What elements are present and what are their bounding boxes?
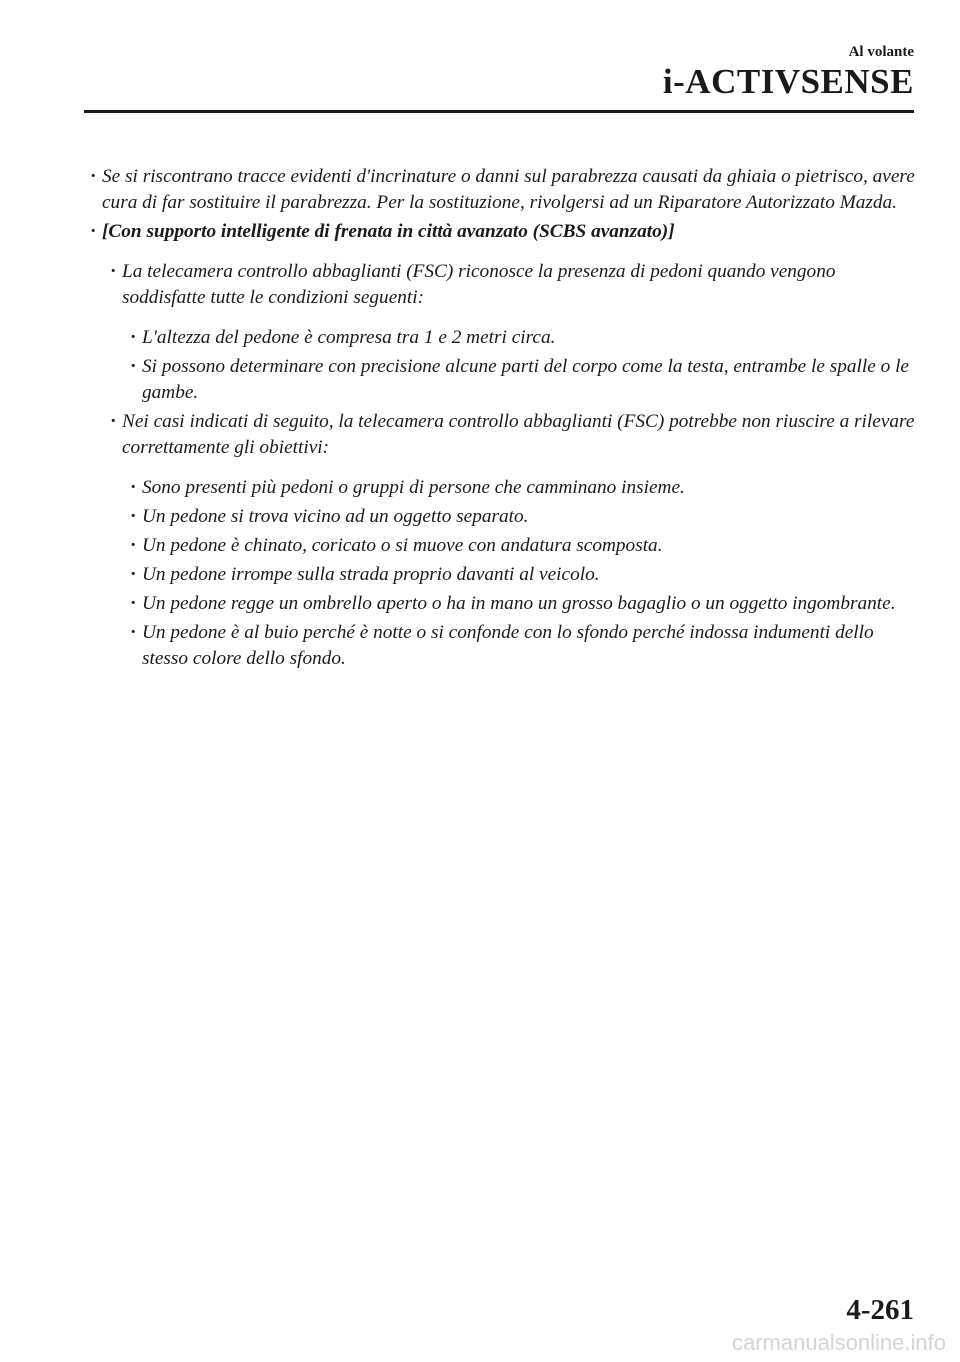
bullet-scbs-heading: · [Con supporto intelligente di frenata in città avanzato (SCBS avanzato)] [102, 219, 922, 245]
bullet-sudden-entry: · Un pedone irrompe sulla strada proprio davanti al veicolo. [142, 562, 922, 588]
bullet-fsc-recognition: · La telecamera controllo abbaglianti (FSC) riconosce la presenza di pedoni quando vengono soddisfatte tutte le condizioni seguenti: [122, 259, 922, 311]
bullet-groups: · Sono presenti più pedoni o gruppi di persone che camminano insieme. [142, 475, 922, 501]
bullet-darkness-camouflage: · Un pedone è al buio perché è notte o si confonde con lo sfondo perché indossa indumenti dello stesso colore dello sfondo. [142, 620, 922, 672]
header-divider [84, 110, 914, 113]
bullet-windshield-damage: · Se si riscontrano tracce evidenti d'incrinature o danni sul parabrezza causati da ghiaia o pietrisco, avere cura di far sostituire il parabrezza. Per la sostituzione, rivolgersi ad un Riparatore Autorizzato Mazda. [102, 164, 922, 216]
bullet-umbrella-luggage: · Un pedone regge un ombrello aperto o ha in mano un grosso bagaglio o un oggetto ingombrante. [142, 591, 922, 617]
bullet-posture: · Un pedone è chinato, coricato o si muove con andatura scomposta. [142, 533, 922, 559]
manual-content [0, 164, 960, 675]
bullet-near-object: · Un pedone si trova vicino ad un oggetto separato. [142, 504, 922, 530]
watermark: carmanualsonline.info [731, 1330, 946, 1355]
section-label: Al volante [848, 44, 914, 60]
bullet-body-parts: · Si possono determinare con precisione alcune parti del corpo come la testa, entrambe le spalle o le gambe. [142, 354, 922, 406]
page-title: i-ACTIVSENSE [662, 62, 914, 101]
bullet-pedestrian-height: · L'altezza del pedone è compresa tra 1 e 2 metri circa. [142, 325, 922, 351]
bullet-detection-limits: · Nei casi indicati di seguito, la telecamera controllo abbaglianti (FSC) potrebbe non riuscire a rilevare correttamente gli obiettivi: [122, 409, 922, 461]
page-number: 4-261 [846, 1294, 914, 1326]
